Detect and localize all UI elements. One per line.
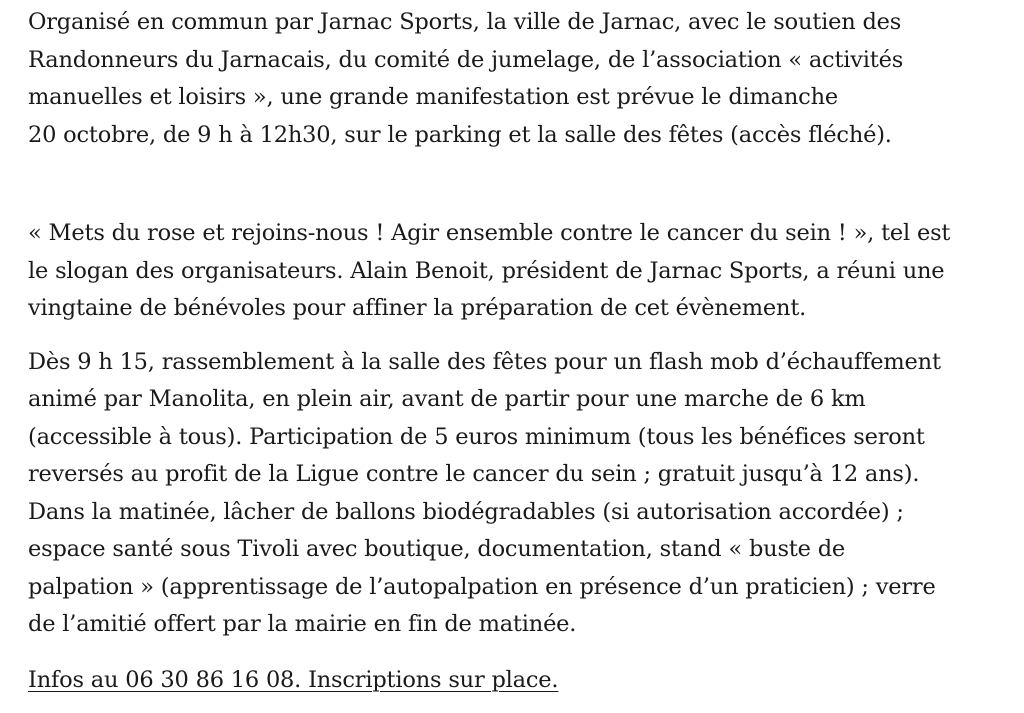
text-line: Dans la matinée, lâcher de ballons biodégradables (si autorisation accordée) ; <box>28 498 904 525</box>
paragraph-intro <box>28 4 988 154</box>
text-line: 20 octobre, de 9 h à 12h30, sur le parking et la salle des fêtes (accès fléché). <box>28 121 892 148</box>
text-line: manuelles et loisirs », une grande manifestation est prévue le dimanche <box>28 84 838 110</box>
text-line: Dès 9 h 15, rassemblement à la salle des fêtes pour un flash mob d’échauffement <box>28 348 941 375</box>
info-phone-link[interactable]: Infos au 06 30 86 16 08. Inscriptions sur place. <box>28 666 559 693</box>
text-line: le slogan des organisateurs. Alain Benoit, président de Jarnac Sports, a réuni une <box>28 257 945 284</box>
text-line: espace santé sous Tivoli avec boutique, documentation, stand « buste de <box>28 536 846 562</box>
text-line: (accessible à tous). Participation de 5 euros minimum (tous les bénéfices seront <box>28 423 925 450</box>
text-line: palpation » (apprentissage de l’autopalpation en présence d’un praticien) ; verre <box>28 573 936 600</box>
paragraph-info <box>28 662 988 700</box>
paragraph-program <box>28 344 988 644</box>
text-line: de l’amitié offert par la mairie en fin de matinée. <box>28 611 577 637</box>
paragraph-slogan <box>28 215 988 328</box>
text-line: Randonneurs du Jarnacais, du comité de jumelage, de l’association « activités <box>28 46 904 73</box>
text-line: Organisé en commun par Jarnac Sports, la ville de Jarnac, avec le soutien des <box>28 9 902 35</box>
text-line: reversés au profit de la Ligue contre le cancer du sein ; gratuit jusqu’à 12 ans). <box>28 461 920 487</box>
article-body <box>28 4 988 699</box>
text-line: animé par Manolita, en plein air, avant de partir pour une marche de 6 km <box>28 386 866 412</box>
text-line: vingtaine de bénévoles pour affiner la préparation de cet évènement. <box>28 295 807 321</box>
text-line: « Mets du rose et rejoins-nous ! Agir ensemble contre le cancer du sein ! », tel est <box>28 220 951 246</box>
